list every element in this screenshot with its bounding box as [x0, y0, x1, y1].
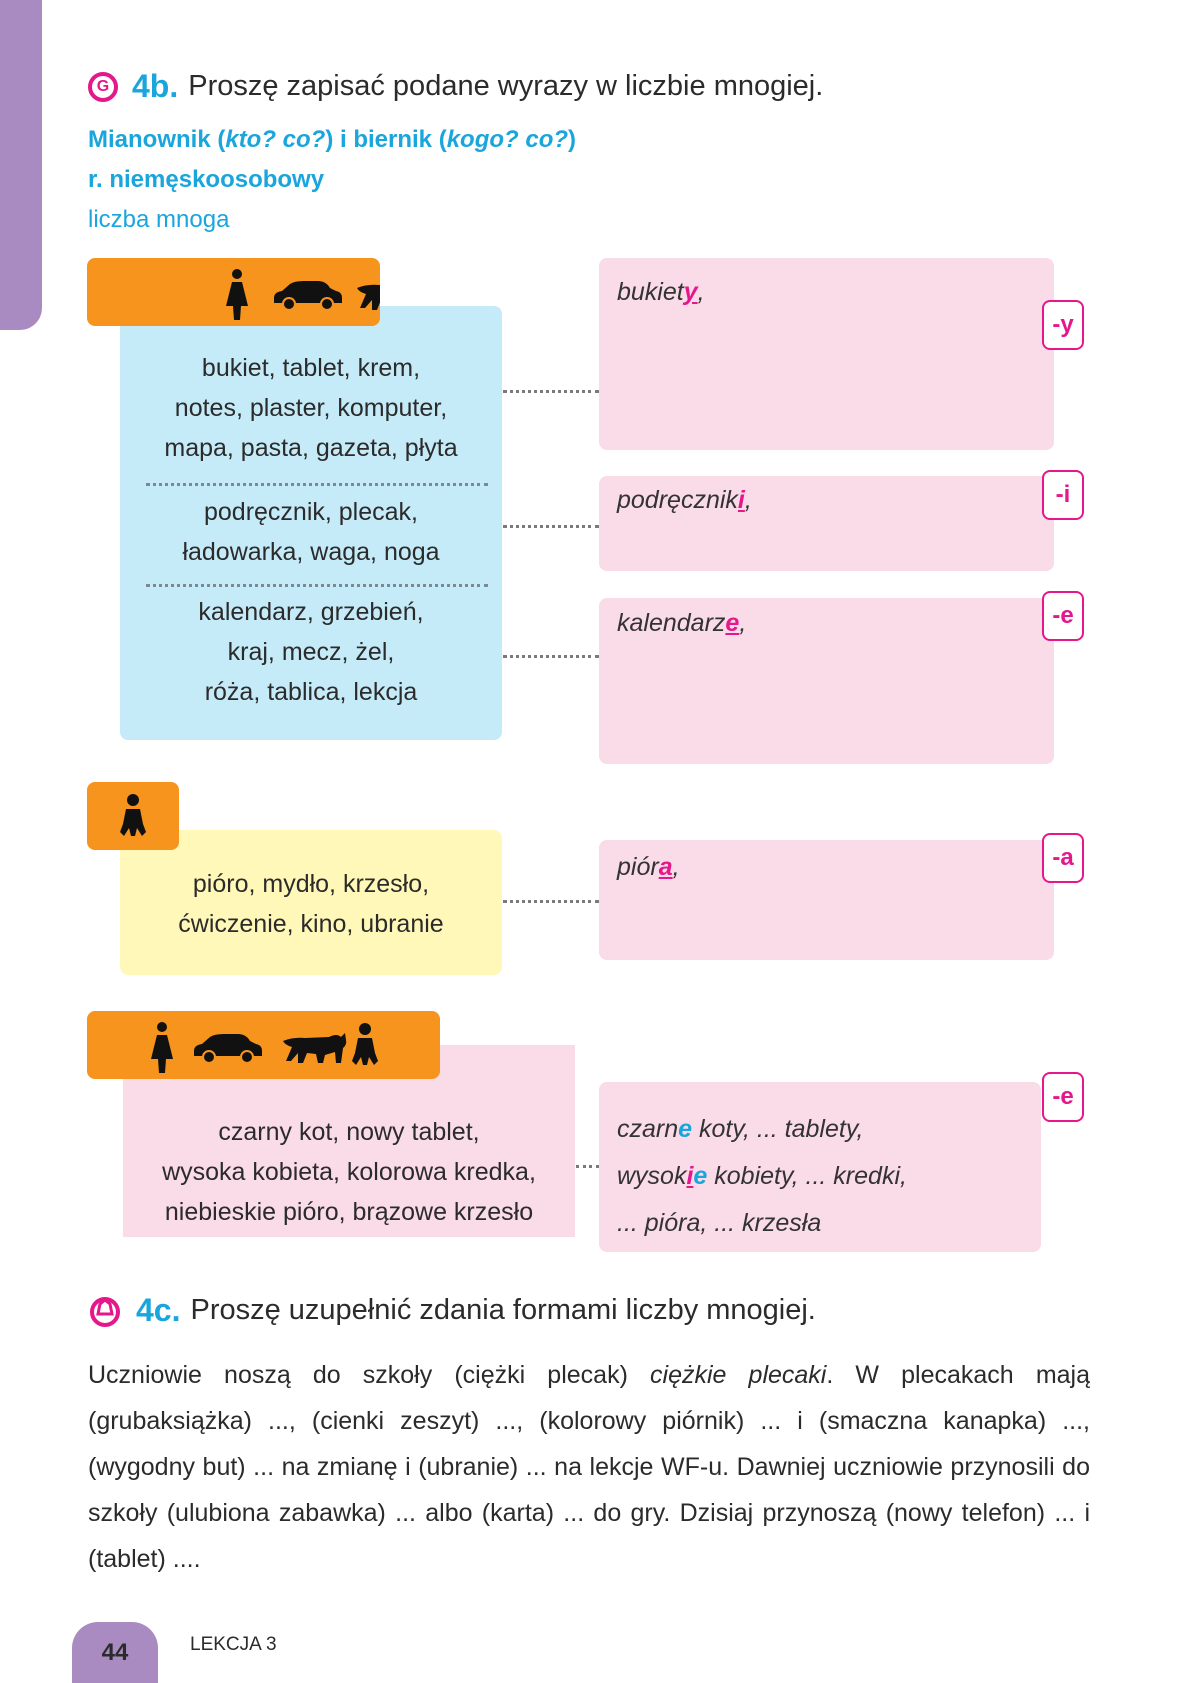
answer-example-e: kalendarze,	[617, 609, 747, 637]
answer-example-a: pióra,	[617, 853, 680, 881]
case-heading: Mianownik (kto? co?) i biernik (kogo? co?)	[88, 126, 577, 153]
exercise-instruction: Proszę uzupełnić zdania formami liczby mnogiej.	[190, 1294, 816, 1326]
word-list-group3: czarny kot, nowy tablet, wysoka kobieta, kolorowa kredka, niebieskie pióro, brązowe krzesło	[162, 1118, 536, 1226]
divider	[146, 483, 488, 486]
ending-badge-e: -e	[1042, 591, 1084, 641]
woman-icon	[151, 1022, 173, 1073]
icons-group1	[87, 258, 380, 326]
icons-group2	[87, 782, 179, 850]
ending-badge-i: -i	[1042, 470, 1084, 520]
cat-icon	[283, 1033, 346, 1063]
car-icon	[194, 1034, 262, 1063]
page-number: 44	[72, 1622, 158, 1683]
exercise-4c-heading	[88, 1292, 816, 1329]
side-tab	[0, 0, 42, 330]
dotted-leader	[503, 900, 599, 903]
word-list-a: bukiet, tablet, krem, notes, plaster, komputer, mapa, pasta, gazeta, płyta	[164, 354, 458, 462]
dotted-leader	[503, 655, 599, 658]
woman-icon	[226, 269, 248, 320]
exercise-4c-paragraph: Uczniowie noszą do szkoły (ciężki plecak) ciężkie plecaki. W plecakach mają (grubaksiążka) ..., (cienki zeszyt) ..., (kolorowy piórnik) ... i (smaczna kanapka) ..., (wygodny but) ... na zmianę i (ubranie) ... na lekcje WF-u. Dawniej uczniowie przynosili do szkoły (ulubiona zabawka) ... albo (karta) ... do gry. Dzisiaj przynoszą (nowy telefon) ... i (tablet) ....	[88, 1361, 1091, 1573]
icons-group3	[87, 1011, 440, 1079]
dotted-leader	[576, 1165, 599, 1168]
gender-heading: r. niemęskoosobowy	[88, 166, 325, 193]
answer-example-adjectives: czarne koty, ... tablety, wysokie kobiety, ... kredki, ... pióra, ... krzesła	[617, 1115, 907, 1237]
icon-bar-group2	[87, 782, 179, 850]
answer-example-y: bukiety,	[617, 278, 705, 306]
exercise-number: 4c.	[136, 1292, 181, 1328]
icon-bar-group3	[87, 1011, 440, 1079]
answer-example-i: podręczniki,	[617, 486, 752, 514]
exercise-number: 4b.	[132, 68, 179, 104]
word-list-b: podręcznik, plecak, ładowarka, waga, noga	[182, 498, 440, 566]
child-icon	[352, 1023, 378, 1065]
word-list-c: kalendarz, grzebień, kraj, mecz, żel, róża, tablica, lekcja	[198, 598, 424, 706]
grammar-icon: G	[88, 72, 118, 102]
ending-badge-y: -y	[1042, 300, 1084, 350]
exercise-4b-heading	[88, 68, 823, 105]
word-list-group2: pióro, mydło, krzesło, ćwiczenie, kino, ubranie	[178, 870, 444, 938]
pen-icon	[88, 1294, 122, 1328]
dotted-leader	[503, 525, 599, 528]
lesson-label: LEKCJA 3	[190, 1634, 277, 1655]
cat-icon	[357, 280, 380, 310]
car-icon	[274, 281, 342, 310]
divider	[146, 584, 488, 587]
dotted-leader	[503, 390, 599, 393]
ending-badge-a: -a	[1042, 833, 1084, 883]
exercise-instruction: Proszę zapisać podane wyrazy w liczbie mnogiej.	[188, 70, 824, 102]
ending-badge-e2: -e	[1042, 1072, 1084, 1122]
number-heading: liczba mnoga	[88, 206, 230, 233]
icon-bar-group1	[87, 258, 380, 326]
child-icon	[120, 794, 146, 836]
